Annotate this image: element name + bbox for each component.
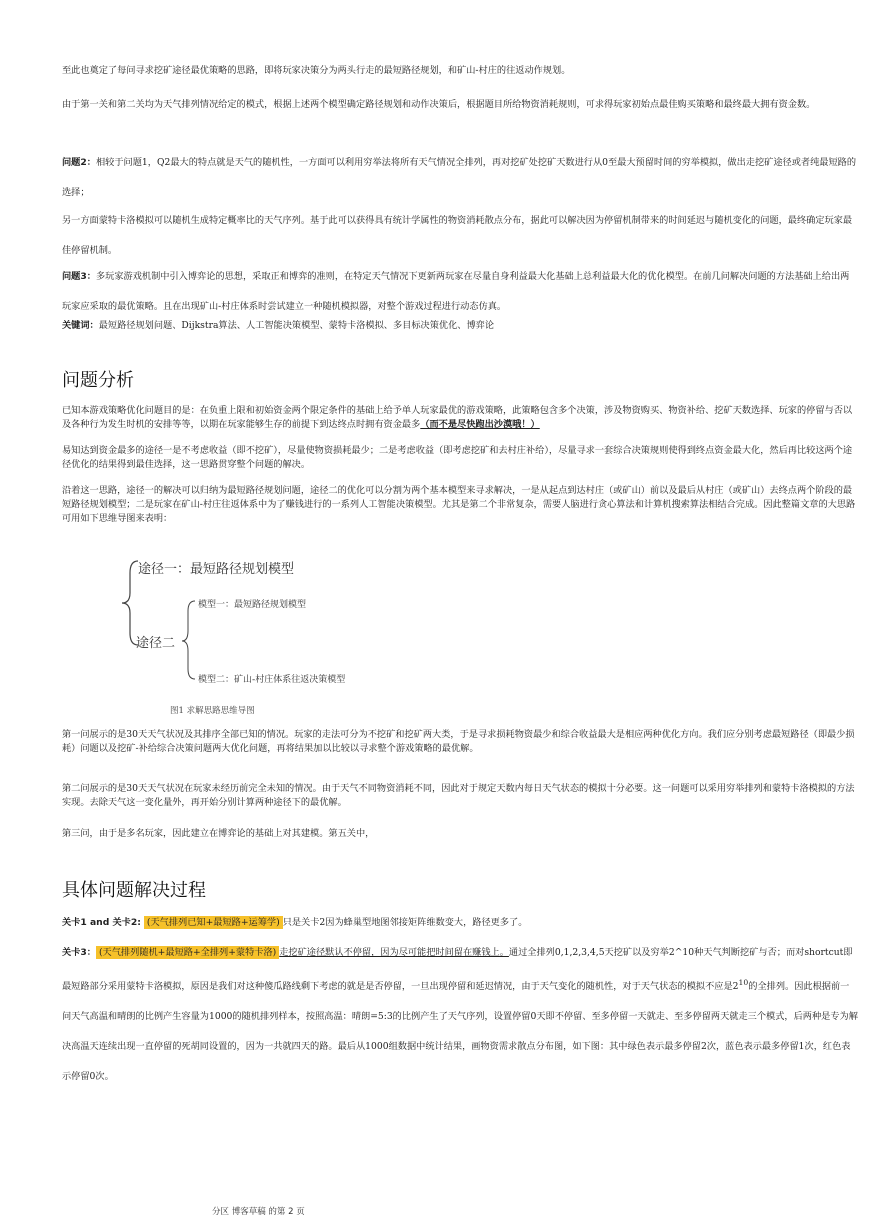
level-3-highlight: (天气排列随机+最短路+全排列+蒙特卡洛) [96,946,279,959]
keywords-text: 最短路径规划问题、Dijkstra算法、人工智能决策模型、蒙特卡洛模拟、多目标决策优化、博弈论 [98,320,495,331]
question-2-label: 问题2： [62,157,96,168]
question-2-paragraph [62,148,858,208]
intro-paragraph-2: 由于第一关和第二关均为天气排列情况给定的模式，根据上述两个模型确定路径规划和动作决策后，根据题目所给物资消耗规则，可求得玩家初始点最佳购买策略和最终最大拥有资金数。 [62,99,816,110]
level-1-2-text: 只是关卡2因为蜂巢型地图邻接矩阵维数变大，路径更多了。 [282,917,528,928]
solution-heading: 具体问题解决过程 [62,880,206,901]
question-2-more: 另一方面蒙特卡洛模拟可以随机生成特定概率比的天气序列。基于此可以获得具有统计学属性的物资消耗散点分布，据此可以解决因为停留机制带来的时间延迟与随机变化的问题，最终确定玩家最佳停留机制。 [62,215,853,256]
analysis-heading: 问题分析 [62,370,134,391]
level-3-text-2: 的全排列。因此根据前一问天气高温和晴朗的比例产生容量为1000的随机排列样本，按照高温：晴朗=5:3的比例产生了天气序列，设置停留0天即不停留、至多停留一天就走、至多停留两天就走三个模式，后两种是专为解决高温天连续出现一直停留的死胡同设置的，因为一共就四天的路。最后从1000组数据中统计结果，画物资需求散点分布图，如下图：其中绿色表示最多停留2次，蓝色表示最多停留1次，红色表示停留0次。 [62,981,858,1083]
mind-map-path-2: 途径二 [136,636,176,651]
keywords-label: 关键词： [62,320,99,331]
analysis-paragraph-3: 沿着这一思路，途径一的解决可以归纳为最短路径规划问题，途径二的优化可以分割为两个基本模型来寻求解决，一是从起点到达村庄（或矿山）前以及最后从村庄（或矿山）去终点两个阶段的最短路径规划模型；二是玩家在矿山-村庄往返体系中为了赚钱进行的一系列人工智能决策模型。尤其是第二个非常复杂，需要人脑进行贪心算法和计算机搜索算法相结合完成。因此整篇文章的大思路可用如下思维导图来表明： [62,485,856,524]
question-3-text: 多玩家游戏机制中引入博弈论的思想，采取正和博弈的准则，在特定天气情况下更新两玩家在尽量自身利益最大化基础上总利益最大化的优化模型。在前几问解决问题的方法基础上给出两玩家应采取的最优策略。且在出现矿山-村庄体系时尝试建立一种随机模拟器，对整个游戏过程进行动态仿真。 [62,271,850,312]
analysis-paragraph-1-text: 已知本游戏策略优化问题目的是：在负重上限和初始资金两个限定条件的基础上给予单人玩家最优的游戏策略，此策略包含多个决策，涉及物资购买、物资补给、挖矿天数选择、玩家的停留与否以及各种行为发生时机的安排等等，以期在玩家能够生存的前提下到达终点时拥有资金最多 [62,405,853,430]
analysis-paragraph-1 [62,404,858,432]
analysis-paragraph-2: 易知达到资金最多的途径一是不考虑收益（即不挖矿），尽量使物资损耗最少；二是考虑收益（即考虑挖矿和去村庄补给），尽量寻求一套综合决策规则使得到终点资金最大化，然后再比较这两个途径优化的结果得到最佳选择，这一思路贯穿整个问题的解决。 [62,445,853,470]
level-1-2-paragraph [62,916,858,930]
level-3-superscript: 10 [738,978,749,987]
mind-map-path-1: 途径一：最短路径规划模型 [138,562,295,577]
level-3-text-1: 通过全排列0,1,2,3,4,5天挖矿以及穷举2^10种天气判断挖矿与否；而对shortcut即最短路部分采用蒙特卡洛模拟，原因是我们对这种傻瓜路线剩下考虑的就是是否停留，一旦出现停留和延迟情况，由于天气变化的随机性，对于天气状态的模拟不应是2 [62,947,853,993]
page-footer: 分区 博客草稿 的第 2 页 [212,1207,305,1217]
analysis-paragraph-6: 第三问，由于是多名玩家，因此建立在博弈论的基础上对其建模。第五关中， [62,828,375,839]
analysis-paragraph-4: 第一问展示的是30天天气状况及其排序全部已知的情况。玩家的走法可分为不挖矿和挖矿两大类，于是寻求损耗物资最少和综合收益最大是相应两种优化方向。我们应分别考虑最短路径（即最少损耗）问题以及挖矿-补给综合决策问题两大优化问题，再将结果加以比较以寻求整个游戏策略的最优解。 [62,729,855,754]
intro-paragraph-1: 至此也奠定了每问寻求挖矿途径最优策略的思路，即将玩家决策分为两头行走的最短路径规划，和矿山-村庄的往返动作规划。 [62,65,571,76]
mind-map-model-2: 模型二：矿山-村庄体系往返决策模型 [198,675,346,685]
analysis-paragraph-1-emphasis: （而不是尽快跑出沙漠哦！） [420,419,540,430]
level-3-paragraph [62,938,858,1092]
level-3-label: 关卡3： [62,947,96,958]
mind-map-model-1: 模型一：最短路径规划模型 [198,600,307,610]
figure-caption: 图1 求解思路思维导图 [170,706,255,716]
question-3-paragraph [62,262,858,322]
question-3-label: 问题3： [62,271,96,282]
keywords-paragraph [62,319,858,333]
analysis-paragraph-5: 第二问展示的是30天天气状况在玩家未经历前完全未知的情况。由于天气不同物资消耗不同，因此对于规定天数内每日天气状态的模拟十分必要。这一问题可以采用穷举排列和蒙特卡洛模拟的方法实现。去除天气这一变化量外，再开始分别计算两种途径下的最优解。 [62,783,855,808]
question-2-text: 相较于问题1，Q2最大的特点就是天气的随机性，一方面可以利用穷举法将所有天气情况全排列，再对挖矿处挖矿天数进行从0至最大预留时间的穷举模拟，做出走挖矿途径或者纯最短路的选择； [62,157,857,198]
level-3-underlined: 走挖矿途径默认不停留，因为尽可能把时间留在赚钱上。 [279,947,509,958]
level-1-2-highlight: (天气排列已知+最短路+运筹学) [144,916,283,929]
level-1-2-label: 关卡1 and 关卡2: [62,917,141,928]
